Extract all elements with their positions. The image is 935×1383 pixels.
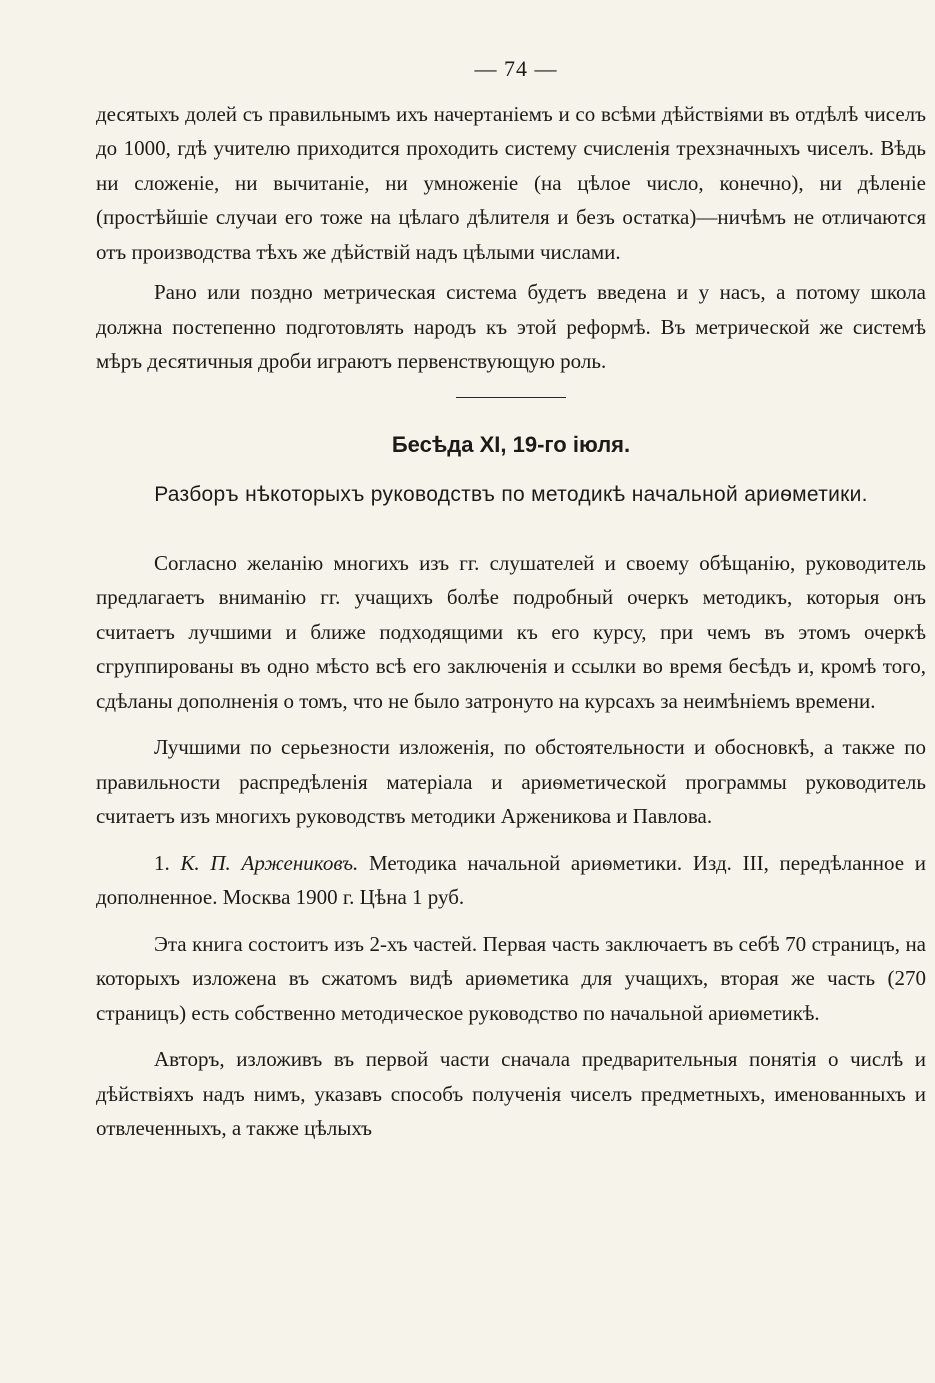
book-details: Методика начальной ариѳметики. Изд. III, передѣланное и дополненное. Москва 1900 г. Цѣна 1 руб. [96,850,927,909]
paragraph-intro: Согласно желанію многихъ изъ гг. слушателей и своему обѣщанію, руководитель предлагаетъ вниманію гг. учащихъ болѣе подробный очеркъ методикъ, которыя онъ считаетъ лучшими и ближе подходящими къ его курсу, при чемъ въ этомъ очеркѣ сгруппированы въ одно мѣсто всѣ его заключенія и ссылки во время бесѣдъ и, кромѣ того, сдѣланы дополненія о томъ, что не было затронуто на курсахъ за неимѣніемъ времени. [96,550,926,713]
book-page [96,52,926,1146]
paragraph-book-structure: Эта книга состоитъ изъ 2-хъ частей. Первая часть заключаетъ въ себѣ 70 страницъ, на которыхъ изложена въ сжатомъ видѣ ариѳметика для учащихъ, вторая же часть (270 страницъ) есть собственно методическое руководство по начальной ариѳметикѣ. [96,931,926,1025]
section-heading: Бесѣда XI, 19-го іюля. [391,431,631,457]
paragraph-best-methods: Лучшими по серьезности изложенія, по обстоятельности и обосновкѣ, а также по правильности распредѣленія матеріала и ариѳметической программы руководитель считаетъ изъ многихъ руководствъ методики Арженикова и Павлова. [96,735,926,828]
book-author: К. П. Аржениковъ. [180,850,359,875]
section-divider [456,397,566,398]
paragraph-continued: десятыхъ долей съ правильнымъ ихъ начертаніемъ и со всѣми дѣйствіями въ отдѣлѣ чиселъ до 1000, гдѣ учителю приходится проходить систему счисленія трехзначныхъ чиселъ. Вѣдь ни сложеніе, ни вычитаніе, ни умноженіе (на цѣлое число, конечно), ни дѣленіе (простѣйшіе случаи его тоже на цѣлаго дѣлителя и безъ остатка)—ничѣмъ не отличаются отъ производства тѣхъ же дѣйствій надъ цѣлыми числами. [96,101,926,264]
paragraph-author-summary: Авторъ, изложивъ въ первой части сначала предварительныя понятія о числѣ и дѣйствіяхъ надъ нимъ, указавъ способъ полученія чиселъ предметныхъ, именованныхъ и отвлеченныхъ, а также цѣлыхъ [96,1047,926,1140]
book-number: 1. [154,850,170,875]
paragraph-metric-system: Рано или поздно метрическая система будетъ введена и у насъ, а потому школа должна постепенно подготовлять народъ къ этой реформѣ. Въ метрической же системѣ мѣръ десятичныя дроби играютъ первенствующую роль. [96,280,926,373]
page-number: — 74 — [474,56,558,81]
book-entry [96,846,926,915]
section-subheading: Разборъ нѣкоторыхъ руководствъ по методикѣ начальной ариѳметики. [154,482,868,506]
